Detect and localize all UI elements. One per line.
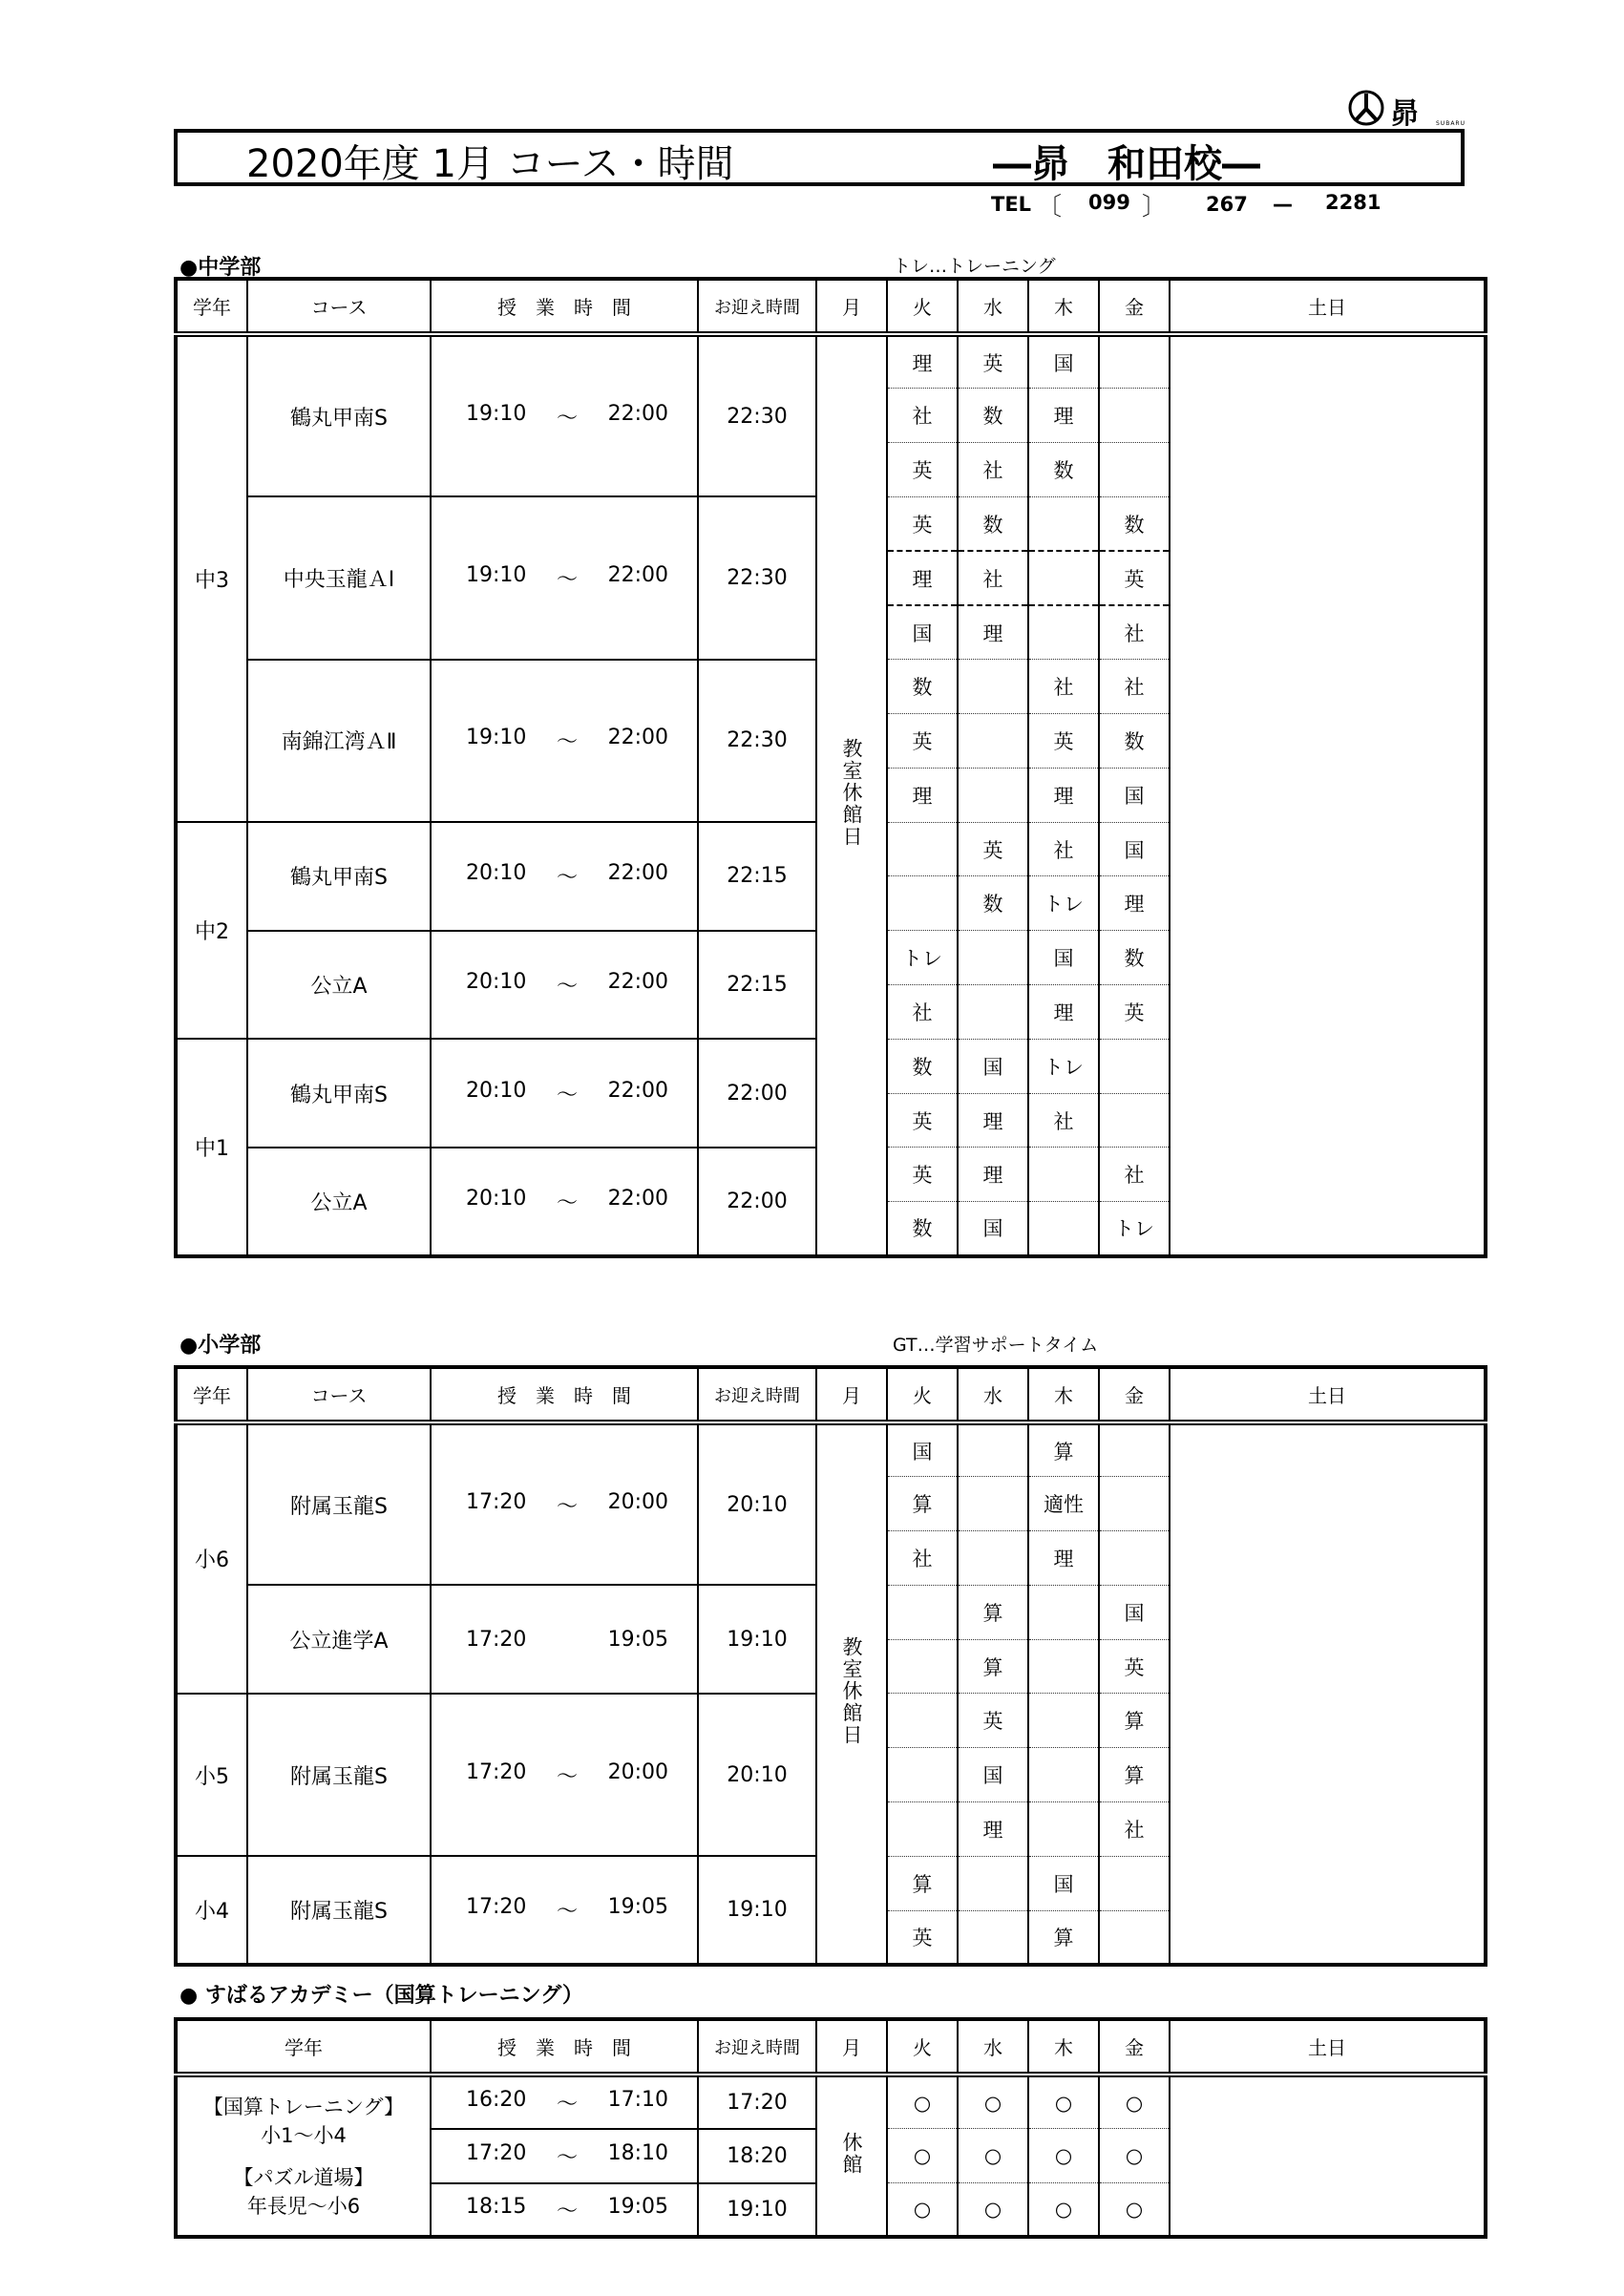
- logo-text: 昴: [1390, 97, 1419, 131]
- subject-cell: [1028, 496, 1099, 551]
- school-name: ―昴 和田校―: [993, 142, 1260, 186]
- col-thu: 木: [1028, 1367, 1099, 1422]
- time-separator: ～: [556, 568, 578, 593]
- col-satsun: 土日: [1170, 1367, 1486, 1422]
- subject-cell: 数: [958, 389, 1028, 443]
- class-mark: ○: [887, 2183, 958, 2238]
- subject-cell: 理: [958, 1093, 1028, 1148]
- class-time-cell: [431, 496, 698, 659]
- subject-cell: [1028, 1694, 1099, 1748]
- weekend-cell: [1170, 1422, 1486, 1965]
- subject-cell: 社: [1099, 660, 1170, 714]
- class-time: [432, 1628, 697, 1652]
- time-separator: ～: [556, 1900, 578, 1925]
- class-mark: ○: [887, 2075, 958, 2129]
- pickup-time: 22:30: [698, 496, 816, 659]
- class-mark: ○: [958, 2183, 1028, 2238]
- tel-bracket-close: 〕: [1142, 193, 1168, 221]
- class-time: [432, 970, 697, 1000]
- time-separator: ～: [556, 866, 578, 891]
- subject-cell: 国: [1028, 931, 1099, 985]
- tel-bracket-open: 〔: [1037, 193, 1063, 221]
- subject-cell: [1028, 1639, 1099, 1694]
- weekend-cell: [1170, 334, 1486, 1256]
- subject-cell: [958, 931, 1028, 985]
- class-time-cell: [431, 2183, 698, 2238]
- class-time: [432, 2141, 697, 2171]
- subject-cell: 社: [958, 551, 1028, 605]
- pickup-time: 22:30: [698, 660, 816, 822]
- subject-cell: 数: [1099, 496, 1170, 551]
- subject-cell: トレ: [1099, 1202, 1170, 1256]
- pickup-time: 19:10: [698, 1856, 816, 1965]
- subject-cell: [958, 1422, 1028, 1477]
- start-time: 19:10: [466, 563, 527, 588]
- subject-cell: [887, 876, 958, 931]
- subject-cell: [958, 660, 1028, 714]
- end-time: 19:05: [607, 1895, 668, 1920]
- course-name: 鶴丸甲南S: [247, 1039, 431, 1148]
- header-row: [176, 1367, 1486, 1422]
- monday-closed-cell: [816, 1422, 887, 1965]
- subject-cell: 数: [1099, 931, 1170, 985]
- subject-cell: 理: [887, 334, 958, 389]
- start-time: 20:10: [466, 1186, 527, 1211]
- pickup-time: 20:10: [698, 1694, 816, 1856]
- subject-cell: [1028, 551, 1099, 605]
- subject-cell: 算: [1028, 1910, 1099, 1965]
- grade-cell: 小4: [176, 1856, 247, 1965]
- academy-grade-line: 小1～小4: [261, 2123, 347, 2147]
- subject-cell: [1099, 443, 1170, 497]
- time-separator: ～: [556, 406, 578, 431]
- subject-cell: 英: [1099, 551, 1170, 605]
- col-thu: 木: [1028, 279, 1099, 334]
- subject-cell: 数: [887, 1039, 958, 1093]
- subject-cell: 国: [1099, 1585, 1170, 1639]
- subject-cell: 英: [958, 822, 1028, 876]
- subject-cell: 英: [887, 1093, 958, 1148]
- course-name: 附属玉龍S: [247, 1422, 431, 1585]
- subject-cell: 英: [1028, 714, 1099, 769]
- subject-cell: 理: [1028, 1531, 1099, 1586]
- subject-cell: 英: [958, 1694, 1028, 1748]
- subject-cell: [958, 768, 1028, 822]
- academy-schedule-table: [174, 2017, 1487, 2239]
- subject-cell: [887, 1802, 958, 1857]
- pickup-time: 19:10: [698, 1585, 816, 1694]
- class-time: [432, 1187, 697, 1216]
- subject-cell: [1099, 1910, 1170, 1965]
- col-thu: 木: [1028, 2019, 1099, 2075]
- col-satsun: 土日: [1170, 2019, 1486, 2075]
- academy-grade-cell: [176, 2075, 431, 2237]
- start-time: 16:20: [466, 2087, 527, 2112]
- col-fri: 金: [1099, 2019, 1170, 2075]
- subject-cell: 算: [958, 1639, 1028, 1694]
- elementary-schedule-table: [174, 1365, 1487, 1967]
- subject-cell: [1099, 334, 1170, 389]
- col-wed: 水: [958, 2019, 1028, 2075]
- pickup-time: 22:00: [698, 1148, 816, 1256]
- col-mon: 月: [816, 279, 887, 334]
- pickup-time: 22:00: [698, 1039, 816, 1148]
- col-mon: 月: [816, 2019, 887, 2075]
- subject-cell: [1028, 1585, 1099, 1639]
- subject-cell: 社: [1028, 1093, 1099, 1148]
- pickup-time: 18:20: [698, 2129, 816, 2183]
- subject-cell: [1028, 1202, 1099, 1256]
- subject-cell: 英: [887, 1910, 958, 1965]
- subject-cell: [958, 1910, 1028, 1965]
- junior-section-title: ●中学部: [179, 256, 262, 280]
- class-time-cell: [431, 2075, 698, 2129]
- start-time: 19:10: [466, 401, 527, 426]
- closed-label: 教室休館日: [840, 1635, 863, 1746]
- class-mark: ○: [1099, 2075, 1170, 2129]
- end-time: 19:05: [607, 2194, 668, 2219]
- class-mark: ○: [1099, 2183, 1170, 2238]
- class-time-cell: [431, 1585, 698, 1694]
- logo-subtext: SUBARU: [1436, 120, 1466, 127]
- subject-cell: 国: [1028, 334, 1099, 389]
- start-time: 20:10: [466, 861, 527, 886]
- start-time: 20:10: [466, 1078, 527, 1103]
- col-grade: 学年: [176, 2019, 431, 2075]
- subject-cell: [958, 1477, 1028, 1531]
- subject-cell: 英: [958, 334, 1028, 389]
- tel-area-code: 099: [1088, 191, 1130, 214]
- end-time: 20:00: [607, 1489, 668, 1514]
- academy-grade-line: 【パズル道場】: [233, 2165, 374, 2189]
- subject-cell: [958, 1531, 1028, 1586]
- subject-cell: [887, 1748, 958, 1802]
- end-time: 22:00: [607, 1186, 668, 1211]
- page-title: 2020年度 1月 コース・時間: [246, 142, 734, 186]
- course-name: 中央玉龍ＡⅠ: [247, 496, 431, 659]
- subject-cell: 国: [1028, 1856, 1099, 1910]
- subject-cell: [1099, 1856, 1170, 1910]
- subject-cell: 社: [1028, 822, 1099, 876]
- academy-grade-line: 【国算トレーニング】: [202, 2095, 405, 2118]
- col-mon: 月: [816, 1367, 887, 1422]
- junior-schedule-table: [174, 277, 1487, 1258]
- tel-label: TEL: [991, 193, 1032, 216]
- col-tue: 火: [887, 1367, 958, 1422]
- end-time: 22:00: [607, 1078, 668, 1103]
- class-time: [432, 402, 697, 432]
- subject-cell: 理: [958, 1802, 1028, 1857]
- subject-cell: 国: [887, 1422, 958, 1477]
- header-row: [176, 279, 1486, 334]
- subject-cell: 社: [1028, 660, 1099, 714]
- time-separator: ～: [556, 1764, 578, 1789]
- subaru-logo: [1348, 88, 1472, 130]
- class-time: [432, 1490, 697, 1520]
- grade-cell: 中3: [176, 334, 247, 822]
- class-time-cell: [431, 660, 698, 822]
- time-separator: ～: [556, 1494, 578, 1519]
- start-time: 19:10: [466, 726, 527, 750]
- subaru-emblem-icon: [1348, 90, 1384, 126]
- subject-cell: [1099, 1477, 1170, 1531]
- subject-cell: [887, 1639, 958, 1694]
- start-time: 18:15: [466, 2194, 527, 2219]
- course-name: 公立A: [247, 1148, 431, 1256]
- class-time-cell: [431, 931, 698, 1040]
- col-course: コース: [247, 1367, 431, 1422]
- class-mark: ○: [1028, 2075, 1099, 2129]
- subject-cell: 数: [1099, 714, 1170, 769]
- time-separator: ～: [556, 1083, 578, 1107]
- col-tue: 火: [887, 279, 958, 334]
- subject-cell: 算: [1028, 1422, 1099, 1477]
- elementary-section-title: ●小学部: [179, 1334, 262, 1358]
- elementary-note: GT…学習サポートタイム: [893, 1335, 1099, 1356]
- academy-row: [176, 2075, 1486, 2129]
- subject-cell: 英: [887, 443, 958, 497]
- col-pickup-time: お迎え時間: [698, 2019, 816, 2075]
- course-name: 鶴丸甲南S: [247, 334, 431, 496]
- end-time: 18:10: [607, 2140, 668, 2165]
- class-time-cell: [431, 1422, 698, 1585]
- class-mark: ○: [1028, 2183, 1099, 2238]
- subject-cell: 社: [887, 985, 958, 1040]
- subject-cell: 英: [887, 496, 958, 551]
- col-fri: 金: [1099, 1367, 1170, 1422]
- subject-cell: 社: [1099, 605, 1170, 660]
- time-separator: ～: [556, 975, 578, 1000]
- academy-grade-line: 年長児～小6: [246, 2194, 361, 2218]
- subject-cell: 社: [887, 389, 958, 443]
- schedule-row: [176, 334, 1486, 389]
- subject-cell: [1099, 1039, 1170, 1093]
- end-time: 19:05: [607, 1627, 668, 1652]
- subject-cell: [1099, 1422, 1170, 1477]
- col-wed: 水: [958, 1367, 1028, 1422]
- subject-cell: トレ: [1028, 1039, 1099, 1093]
- subject-cell: 国: [887, 605, 958, 660]
- col-class-time: 授 業 時 間: [431, 2019, 698, 2075]
- subject-cell: 理: [1028, 389, 1099, 443]
- class-time-cell: [431, 1694, 698, 1856]
- col-course: コース: [247, 279, 431, 334]
- grade-cell: 小6: [176, 1422, 247, 1694]
- end-time: 22:00: [607, 401, 668, 426]
- academy-section-title: ● すばるアカデミー（国算トレーニング）: [179, 1984, 583, 2008]
- col-grade: 学年: [176, 1367, 247, 1422]
- col-wed: 水: [958, 279, 1028, 334]
- col-fri: 金: [1099, 279, 1170, 334]
- subject-cell: 算: [887, 1477, 958, 1531]
- header-row: [176, 2019, 1486, 2075]
- subject-cell: [1028, 1802, 1099, 1857]
- end-time: 17:10: [607, 2087, 668, 2112]
- subject-cell: 理: [958, 605, 1028, 660]
- subject-cell: 数: [887, 1202, 958, 1256]
- subject-cell: 社: [1099, 1148, 1170, 1202]
- subject-cell: [1028, 605, 1099, 660]
- subject-cell: [887, 822, 958, 876]
- subject-cell: [1099, 389, 1170, 443]
- monday-closed-cell: [816, 2075, 887, 2237]
- subject-cell: 理: [1028, 768, 1099, 822]
- tel-exchange: 267: [1206, 193, 1248, 216]
- subject-cell: 社: [887, 1531, 958, 1586]
- subject-cell: 理: [958, 1148, 1028, 1202]
- end-time: 22:00: [607, 563, 668, 588]
- col-satsun: 土日: [1170, 279, 1486, 334]
- grade-cell: 小5: [176, 1694, 247, 1856]
- start-time: 17:20: [466, 1627, 527, 1652]
- col-grade: 学年: [176, 279, 247, 334]
- class-time-cell: [431, 334, 698, 496]
- class-time: [432, 861, 697, 891]
- time-separator: ～: [556, 2092, 578, 2117]
- subject-cell: [1099, 1093, 1170, 1148]
- grade-cell: 中1: [176, 1039, 247, 1255]
- subject-cell: 数: [958, 876, 1028, 931]
- subject-cell: 英: [1099, 1639, 1170, 1694]
- start-time: 17:20: [466, 2140, 527, 2165]
- closed-label: 休館: [840, 2131, 863, 2176]
- subject-cell: 国: [1099, 768, 1170, 822]
- start-time: 17:20: [466, 1489, 527, 1514]
- subject-cell: 理: [887, 768, 958, 822]
- course-name: 公立A: [247, 931, 431, 1040]
- schedule-row: [176, 1422, 1486, 1477]
- start-time: 17:20: [466, 1895, 527, 1920]
- col-tue: 火: [887, 2019, 958, 2075]
- class-mark: ○: [958, 2129, 1028, 2183]
- subject-cell: 理: [1099, 876, 1170, 931]
- tel-number: 2281: [1325, 191, 1381, 214]
- time-separator: ～: [556, 1190, 578, 1215]
- subject-cell: 国: [958, 1039, 1028, 1093]
- class-time-cell: [431, 822, 698, 931]
- course-name: 附属玉龍S: [247, 1694, 431, 1856]
- start-time: 20:10: [466, 970, 527, 995]
- subject-cell: 国: [958, 1748, 1028, 1802]
- course-name: 公立進学A: [247, 1585, 431, 1694]
- subject-cell: 算: [958, 1585, 1028, 1639]
- course-name: 附属玉龍S: [247, 1856, 431, 1965]
- end-time: 22:00: [607, 861, 668, 886]
- subject-cell: 国: [958, 1202, 1028, 1256]
- end-time: 22:00: [607, 726, 668, 750]
- monday-closed-cell: [816, 334, 887, 1256]
- subject-cell: [958, 714, 1028, 769]
- subject-cell: 理: [887, 551, 958, 605]
- class-time: [432, 1895, 697, 1925]
- subject-cell: [1028, 1148, 1099, 1202]
- subject-cell: [887, 1694, 958, 1748]
- col-pickup-time: お迎え時間: [698, 279, 816, 334]
- subject-cell: 適性: [1028, 1477, 1099, 1531]
- closed-label: 教室休館日: [840, 737, 863, 848]
- class-mark: ○: [1028, 2129, 1099, 2183]
- col-class-time: 授 業 時 間: [431, 1367, 698, 1422]
- subject-cell: 数: [958, 496, 1028, 551]
- pickup-time: 17:20: [698, 2075, 816, 2129]
- subject-cell: 算: [1099, 1694, 1170, 1748]
- class-mark: ○: [958, 2075, 1028, 2129]
- subject-cell: [1028, 1748, 1099, 1802]
- grade-cell: 中2: [176, 822, 247, 1039]
- subject-cell: 国: [1099, 822, 1170, 876]
- subject-cell: 数: [887, 660, 958, 714]
- junior-note: トレ…トレーニング: [893, 256, 1056, 277]
- tel-dash: —: [1273, 193, 1293, 216]
- subject-cell: [887, 1585, 958, 1639]
- class-mark: ○: [1099, 2129, 1170, 2183]
- course-name: 鶴丸甲南S: [247, 822, 431, 931]
- subject-cell: 英: [1099, 985, 1170, 1040]
- class-time: [432, 563, 697, 593]
- col-class-time: 授 業 時 間: [431, 279, 698, 334]
- subject-cell: トレ: [887, 931, 958, 985]
- subject-cell: [958, 985, 1028, 1040]
- pickup-time: 22:30: [698, 334, 816, 496]
- subject-cell: 算: [1099, 1748, 1170, 1802]
- start-time: 17:20: [466, 1759, 527, 1784]
- pickup-time: 22:15: [698, 822, 816, 931]
- subject-cell: トレ: [1028, 876, 1099, 931]
- subject-cell: 社: [1099, 1802, 1170, 1857]
- weekend-cell: [1170, 2075, 1486, 2237]
- subject-cell: 社: [958, 443, 1028, 497]
- class-time-cell: [431, 1148, 698, 1256]
- class-time-cell: [431, 1039, 698, 1148]
- class-time-cell: [431, 1856, 698, 1965]
- subject-cell: [958, 1856, 1028, 1910]
- subject-cell: 英: [887, 714, 958, 769]
- class-mark: ○: [887, 2129, 958, 2183]
- class-time: [432, 1760, 697, 1790]
- class-time: [432, 1079, 697, 1108]
- time-separator: ～: [556, 2145, 578, 2170]
- subject-cell: [1099, 1531, 1170, 1586]
- subject-cell: 理: [1028, 985, 1099, 1040]
- pickup-time: 22:15: [698, 931, 816, 1040]
- class-time: [432, 2088, 697, 2117]
- time-separator: ～: [556, 730, 578, 755]
- col-pickup-time: お迎え時間: [698, 1367, 816, 1422]
- subject-cell: 算: [887, 1856, 958, 1910]
- class-time: [432, 2195, 697, 2224]
- pickup-time: 20:10: [698, 1422, 816, 1585]
- class-time: [432, 726, 697, 755]
- time-separator: ～: [556, 2199, 578, 2223]
- end-time: 20:00: [607, 1759, 668, 1784]
- end-time: 22:00: [607, 970, 668, 995]
- subject-cell: 数: [1028, 443, 1099, 497]
- class-time-cell: [431, 2129, 698, 2183]
- course-name: 南錦江湾ＡⅡ: [247, 660, 431, 822]
- subject-cell: 英: [887, 1148, 958, 1202]
- pickup-time: 19:10: [698, 2183, 816, 2238]
